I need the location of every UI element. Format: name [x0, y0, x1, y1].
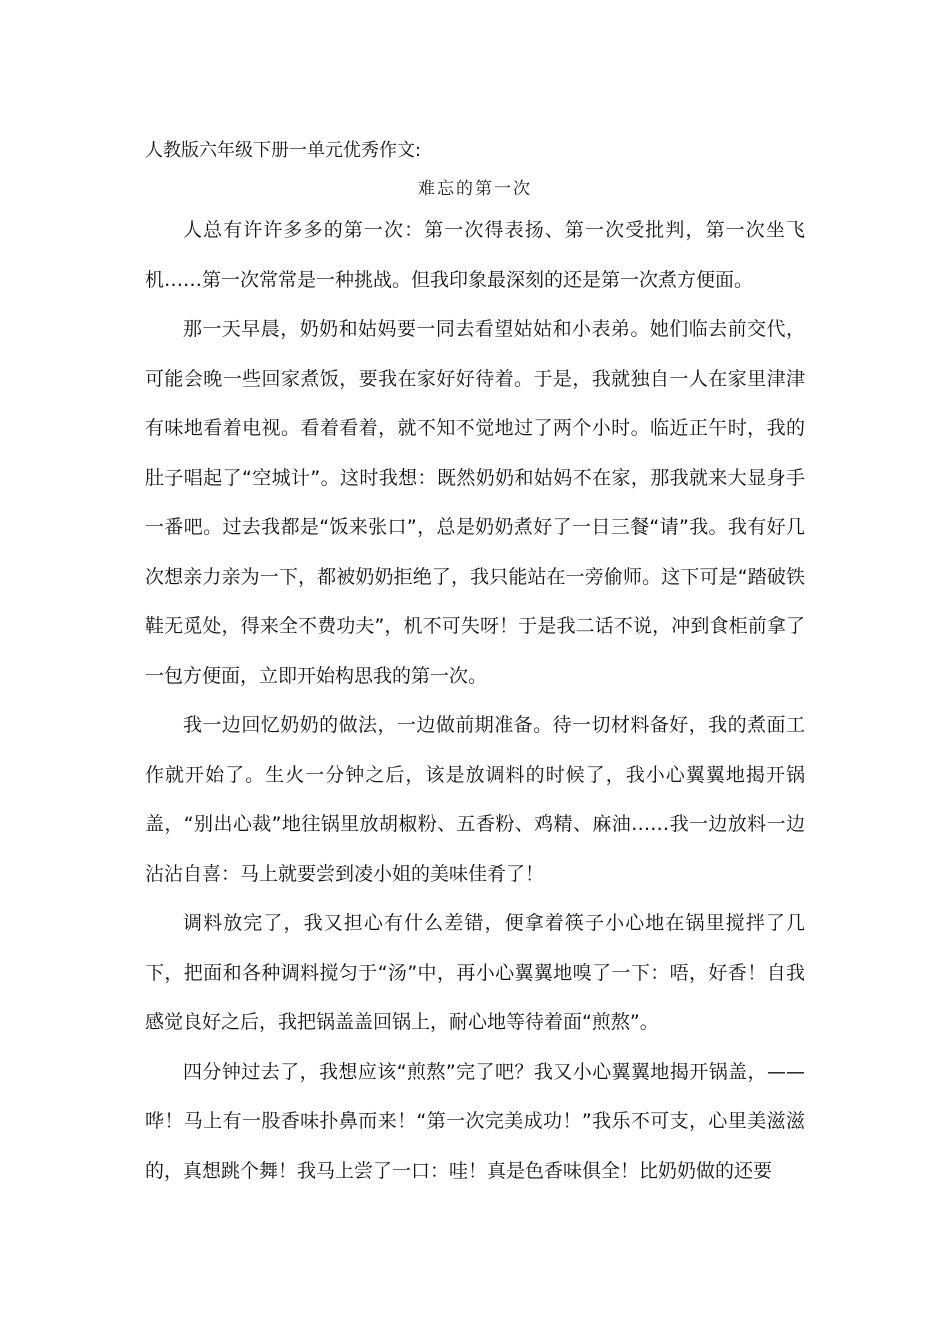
essay-title: 难忘的第一次 [418, 179, 532, 199]
paragraph-3: 我一边回忆奶奶的做法，一边做前期准备。待一切材料备好，我的煮面工作就开始了。生火一分钟之后，该是放调料的时候了，我小心翼翼地揭开锅盖，“别出心裁”地往锅里放胡椒粉、五香粉、鸡精、麻油……我一边放料一边沾沾自喜：马上就要尝到凌小姐的美味佳肴了！ [145, 714, 805, 885]
document-heading: 人教版六年级下册一单元优秀作文: [145, 140, 422, 161]
paragraph-5: 四分钟过去了，我想应该“煎熬”完了吧？我又小心翼翼地揭开锅盖，——哗！马上有一股香味扑鼻而来！“第一次完美成功！”我乐不可支，心里美滋滋的，真想跳个舞！我马上尝了一口：哇！真是色香味俱全！比奶奶做的还要 [145, 1060, 805, 1182]
paragraph-4: 调料放完了，我又担心有什么差错，便拿着筷子小心地在锅里搅拌了几下，把面和各种调料搅匀于“汤”中，再小心翼翼地嗅了一下：唔，好香！自我感觉良好之后，我把锅盖盖回锅上，耐心地等待着面“煎熬”。 [145, 912, 805, 1033]
essay-body [145, 206, 805, 1196]
paragraph-2: 那一天早晨，奶奶和姑妈要一同去看望姑姑和小表弟。她们临去前交代，可能会晚一些回家煮饭，要我在家好好待着。于是，我就独自一人在家里津津有味地看着电视。看着看着，就不知不觉地过了两个小时。临近正午时，我的肚子唱起了“空城计”。这时我想：既然奶奶和姑妈不在家，那我就来大显身手一番吧。过去我都是“饭来张口”，总是奶奶煮好了一日三餐“请”我。我有好几次想亲力亲为一下，都被奶奶拒绝了，我只能站在一旁偷师。这下可是“踏破铁鞋无觅处，得来全不费功夫”，机不可失呀！于是我二话不说，冲到食柜前拿了一包方便面，立即开始构思我的第一次。 [145, 318, 805, 687]
paragraph-1: 人总有许许多多的第一次：第一次得表扬、第一次受批判，第一次坐飞机……第一次常常是一种挑战。但我印象最深刻的还是第一次煮方便面。 [145, 219, 805, 291]
